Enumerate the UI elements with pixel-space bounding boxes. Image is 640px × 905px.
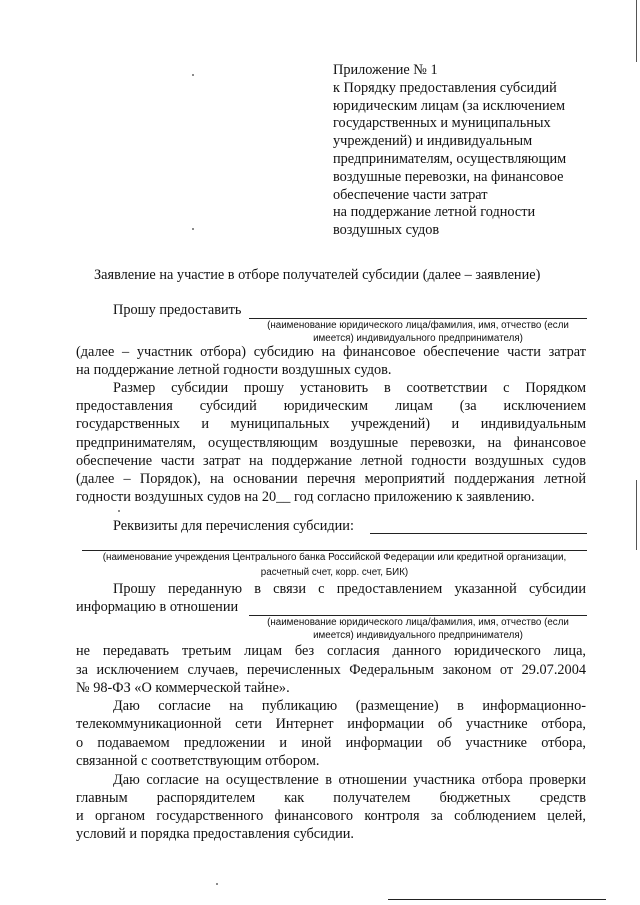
- audit-paragraph-line: главным распорядителем как получателем бюджетных средств: [76, 790, 586, 806]
- transfer-name-line[interactable]: [249, 615, 587, 616]
- appendix-header: [333, 62, 623, 240]
- appendix-line: воздушных судов: [333, 222, 440, 239]
- size-paragraph-line: государственных и муниципальных учреждений) и индивидуальным: [76, 416, 586, 432]
- scan-speck: [118, 510, 120, 512]
- scan-edge-mark: [636, 480, 637, 550]
- scan-edge-mark: [636, 0, 637, 62]
- appendix-line: предпринимателям, осуществляющим: [333, 150, 567, 167]
- transfer-name-note: имеется) индивидуального предпринимателя): [313, 630, 523, 641]
- applicant-name-line[interactable]: [249, 318, 587, 319]
- audit-paragraph-line: и органом государственного финансового контроля за соблюдением целей,: [76, 808, 586, 824]
- requisites-line[interactable]: [370, 533, 587, 534]
- publish-paragraph-line: Даю согласие на публикацию (размещение) в информационно-: [113, 698, 586, 714]
- scan-speck: [192, 228, 194, 230]
- appendix-line: государственных и муниципальных: [333, 115, 551, 132]
- appendix-line: учреждений) и индивидуальным: [333, 133, 533, 150]
- size-paragraph-line: предоставления субсидий юридическим лицам (за исключением: [76, 398, 586, 414]
- applicant-name-note: (наименование юридического лица/фамилия, имя, отчество (если: [267, 320, 569, 331]
- publish-paragraph-line: о подаваемом предложении и иной информации об участнике отбора,: [76, 735, 586, 751]
- requisites-note: (наименование учреждения Центрального банка Российской Федерации или кредитной организации,: [102, 552, 567, 563]
- size-paragraph-line: Размер субсидии прошу установить в соответствии с Порядком: [113, 380, 586, 396]
- appendix-line: к Порядку предоставления субсидий: [333, 79, 557, 96]
- scan-speck: [192, 74, 194, 76]
- transfer-line: Прошу переданную в связи с предоставлением указанной субсидии: [113, 581, 586, 597]
- appendix-line: на поддержание летной годности: [333, 204, 536, 221]
- footer-line: [388, 899, 606, 900]
- audit-paragraph-line: Даю согласие на осуществление в отношении участника отбора проверки: [113, 772, 586, 788]
- request-text-line: (далее – участник отбора) субсидию на финансовое обеспечение части затрат: [76, 344, 586, 360]
- document-title: Заявление на участие в отборе получателей субсидии (далее – заявление): [94, 267, 541, 283]
- transfer-line: информацию в отношении: [76, 599, 239, 615]
- request-text-line: на поддержание летной годности воздушных судов.: [76, 362, 392, 378]
- request-label: Прошу предоставить: [113, 302, 242, 318]
- transfer-name-note: (наименование юридического лица/фамилия, имя, отчество (если: [267, 617, 569, 628]
- scan-speck: [216, 883, 218, 885]
- audit-paragraph-line: условий и порядка предоставления субсидии.: [76, 826, 354, 842]
- size-paragraph-line: предпринимателям, осуществляющим воздушные перевозки, на финансовое: [76, 435, 586, 451]
- appendix-line: Приложение № 1: [333, 62, 438, 78]
- size-paragraph-line: (далее – Порядок), на основании перечня мероприятий поддержания летной: [76, 471, 586, 487]
- appendix-line: обеспечение части затрат: [333, 186, 488, 203]
- appendix-line: воздушные перевозки, на финансовое: [333, 168, 564, 185]
- transfer-line: № 98-ФЗ «О коммерческой тайне».: [76, 680, 290, 696]
- size-paragraph-line: годности воздушных судов на 20__ год согласно приложению к заявлению.: [76, 489, 535, 505]
- requisites-note: расчетный счет, корр. счет, БИК): [260, 567, 409, 578]
- applicant-name-note: имеется) индивидуального предпринимателя): [313, 333, 523, 344]
- transfer-line: не передавать третьим лицам без согласия данного юридического лица,: [76, 643, 586, 659]
- size-paragraph-line: обеспечение части затрат на поддержание летной годности воздушных судов: [76, 453, 586, 469]
- publish-paragraph-line: телекоммуникационной сети Интернет информации об участнике отбора,: [76, 716, 586, 732]
- appendix-line: юридическим лицам (за исключением: [333, 97, 566, 114]
- requisites-label: Реквизиты для перечисления субсидии:: [113, 518, 354, 534]
- publish-paragraph-line: связанной с соответствующим отбором.: [76, 753, 320, 769]
- transfer-line: за исключением случаев, перечисленных Федеральным законом от 29.07.2004: [76, 662, 586, 678]
- requisites-line[interactable]: [82, 550, 587, 551]
